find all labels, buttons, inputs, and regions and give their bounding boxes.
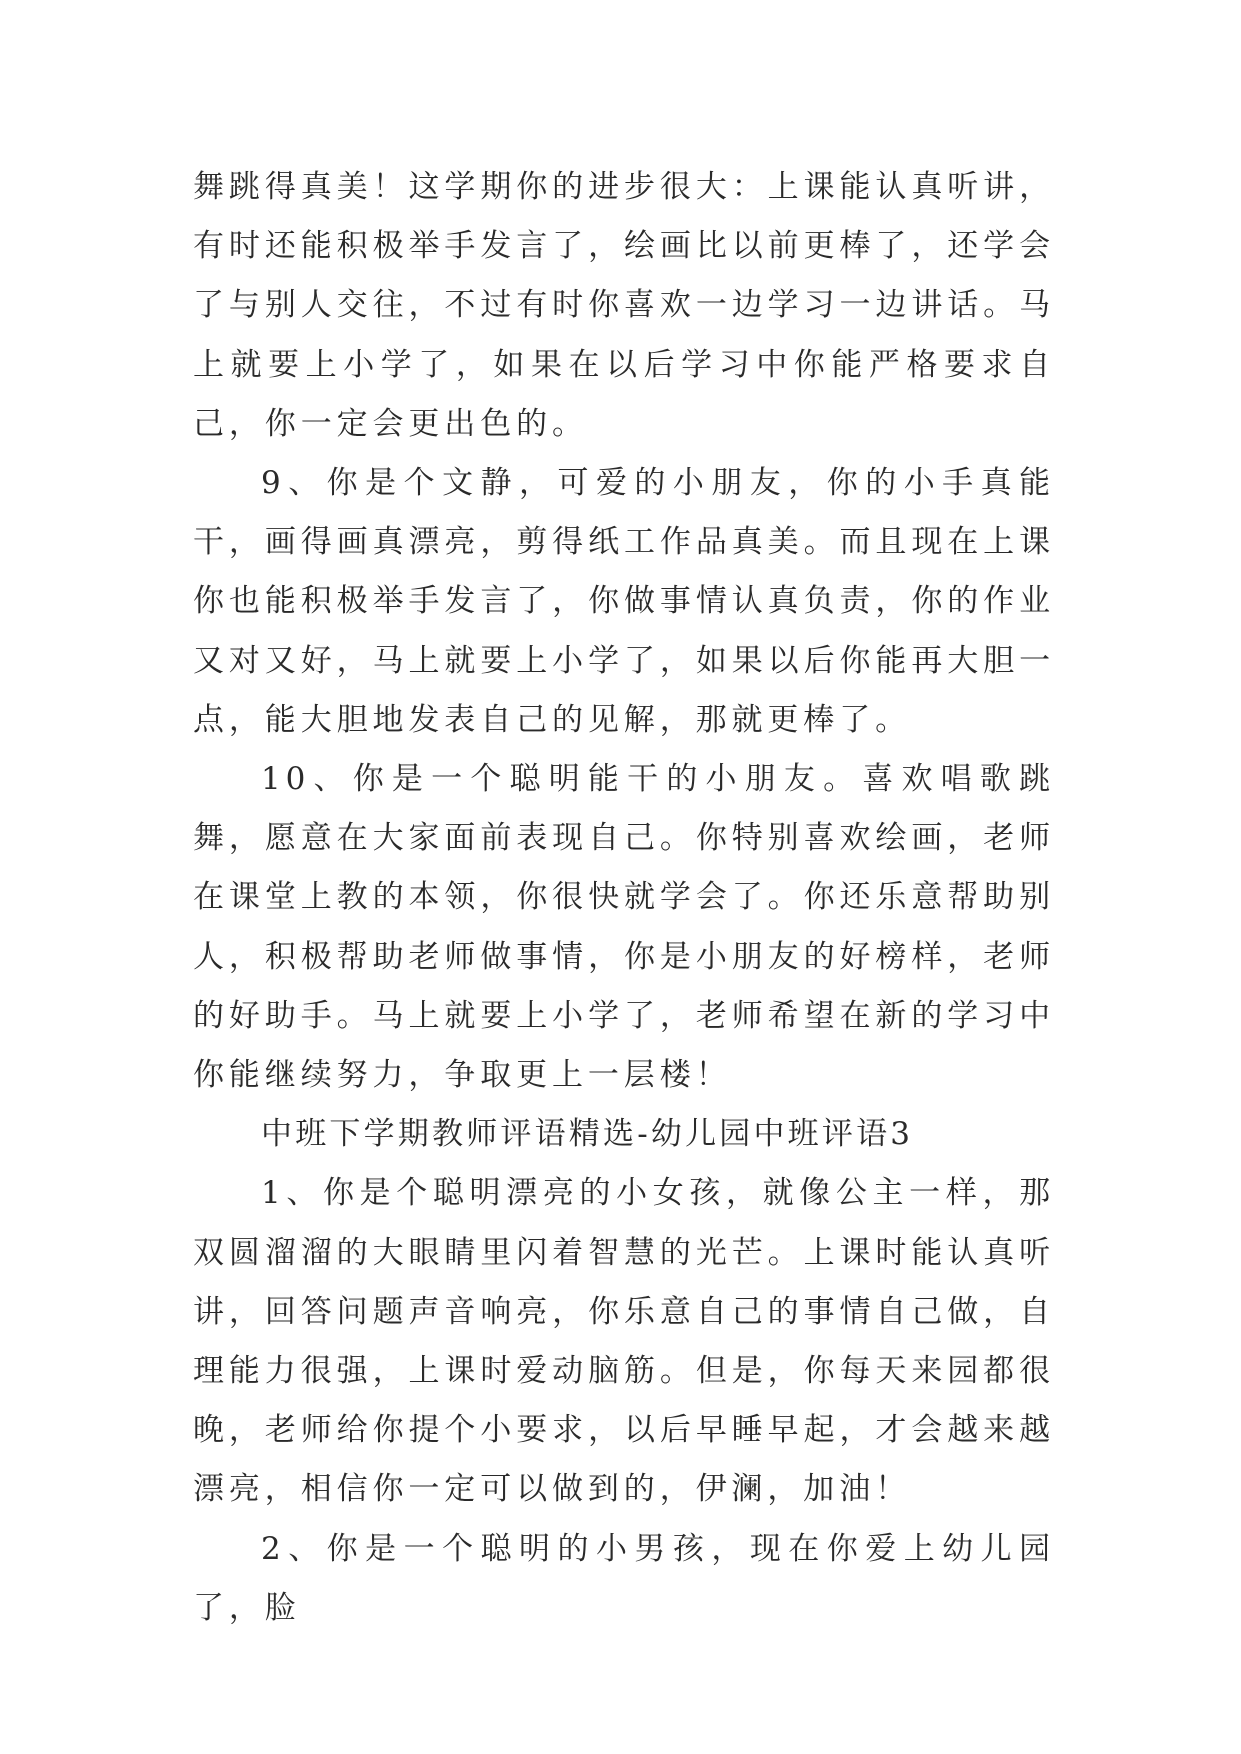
paragraph-section3-item-1: 1、你是个聪明漂亮的小女孩，就像公主一样，那双圆溜溜的大眼睛里闪着智慧的光芒。上课时能认真听讲，回答问题声音响亮，你乐意自己的事情自己做，自理能力很强，上课时爱动脑筋。但是，你每天来园都很晚，老师给你提个小要求，以后早睡早起，才会越来越漂亮，相信你一定可以做到的，伊澜，加油！: [193, 1175, 1055, 1508]
document-body: [193, 158, 1055, 1638]
paragraph-item-10: 10、你是一个聪明能干的小朋友。喜欢唱歌跳舞，愿意在大家面前表现自己。你特别喜欢绘画，老师在课堂上教的本领，你很快就学会了。你还乐意帮助别人，积极帮助老师做事情，你是小朋友的好榜样，老师的好助手。马上就要上小学了，老师希望在新的学习中你能继续努力，争取更上一层楼！: [193, 761, 1055, 1094]
section-heading: 中班下学期教师评语精选-幼儿园中班评语3: [261, 1116, 914, 1153]
paragraph-item-9: 9、你是个文静，可爱的小朋友，你的小手真能干，画得画真漂亮，剪得纸工作品真美。而且现在上课你也能积极举手发言了，你做事情认真负责，你的作业又对又好，马上就要上小学了，如果以后你能再大胆一点，能大胆地发表自己的见解，那就更棒了。: [193, 465, 1055, 738]
paragraph-section3-item-2: 2、你是一个聪明的小男孩，现在你爱上幼儿园了，脸: [193, 1530, 1055, 1626]
paragraph-continued: 舞跳得真美！这学期你的进步很大：上课能认真听讲，有时还能积极举手发言了，绘画比以前更棒了，还学会了与别人交往，不过有时你喜欢一边学习一边讲话。马上就要上小学了，如果在以后学习中你能严格要求自己，你一定会更出色的。: [193, 169, 1055, 442]
